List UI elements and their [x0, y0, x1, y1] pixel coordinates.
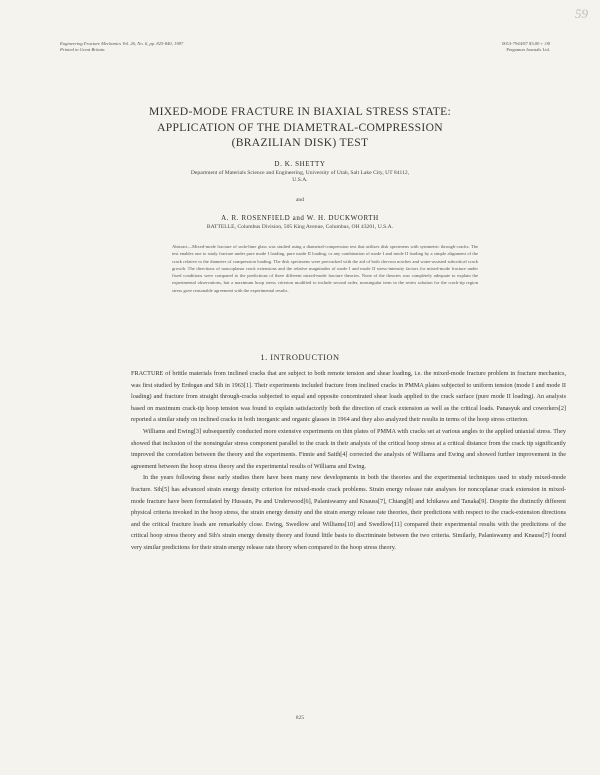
title-line-2: APPLICATION OF THE DIAMETRAL-COMPRESSION: [157, 120, 443, 134]
title-line-1: MIXED-MODE FRACTURE IN BIAXIAL STRESS STATE:: [148, 105, 451, 118]
section-heading: 1. INTRODUCTION: [260, 353, 340, 362]
journal-citation: Engineering Fracture Mechanics Vol. 26, No. 6, pp. 825-840, 1987: [60, 41, 184, 46]
affiliation-line-2: U.S.A.: [292, 177, 308, 184]
author-2-names: A. R. ROSENFIELD and W. H. DUCKWORTH: [221, 214, 379, 222]
publisher-header: [502, 41, 550, 53]
paper-title: [0, 104, 600, 151]
body-text: [131, 368, 566, 554]
abstract-label: Abstract: [172, 244, 188, 249]
author-1-name: D. K. SHETTY: [274, 160, 326, 168]
author-1-affiliation: [170, 170, 430, 184]
author-separator: and: [295, 197, 305, 203]
abstract-text: —Mixed-mode fracture of soda-lime glass was studied using a diametral-compression test that utilizes disk specimens with symmetric through-cracks. The test enables one to study fracture under pure mode I loading, pure mode II loading, or any combination of mode I and mode II loading by a simple alignment of the crack relative to the diameter of compression loading. The disk specimens were precracked with the aid of both chevron notches and water-assisted subcritical crack growth. The directions of noncoplanar crack extensions and the relative magnitudes of mode I and mode II stress-intensity factors for mixed-mode fracture under fixed conditions were compared to the predictions of three different mixed-mode fracture theories. None of the theories was completely adequate to explain the experimental observations, but a maximum hoop stress criterion modified to include second order, nonsingular term in the series solution for the crack-tip region stress gave reasonable agreement with the experimental results.: [172, 244, 478, 293]
author-2-affiliation: BATTELLE, Columbus Division, 505 King Avenue, Columbus, OH 43201, U.S.A.: [206, 224, 394, 230]
page-number: 825: [295, 715, 305, 721]
affiliation-line-1: Department of Materials Science and Engineering, University of Utah, Salt Lake City, UT 84112,: [190, 170, 410, 176]
journal-header: [60, 41, 183, 53]
price-code: 0013-7944/87 $3.00 + .00: [502, 41, 550, 46]
paragraph-3: In the years following these early studies there have been many new developments in both the theories and the experimental techniques used to study mixed-mode fracture. Sih[5] has advanced strain energy density criterion for mixed-mode crack problems. Strain energy release rate analyses for noncoplanar crack extension in mixed-mode fracture have been formulated by Hussain, Pu and Underwood[6], Palaniswamy and Knauss[7], Chiang[8] and Ichikawa and Tanaka[9]. Despite the distinctly different physical criteria invoked in the hoop stress, the strain energy density and the strain energy release rate theories, their predictions with respect to the crack-extension directions and the critical fracture loads are remarkably close. Ewing, Swedlow and Williams[10] and Swedlow[11] compared their experimental results with the predictions of the critical hoop stress theory and Sih's strain energy density theory and found little basis to discriminate between the two criteria. Similarly, Palaniswamy and Knauss[7] found very similar predictions for their strain energy release rate theory when compared to the hoop stress theory.: [131, 474, 566, 551]
title-line-3: (BRAZILIAN DISK) TEST: [231, 136, 369, 149]
paragraph-1: FRACTURE of brittle materials from inclined cracks that are subject to both remote tension and shear loading, i.e. the mixed-mode fracture problem in fracture mechanics, was first studied by Erdogan and Sih in 1963[1]. Their experiments included fracture from inclined cracks in PMMA plates subjected to uniform tension (mode I and mode II loading) and fracture from straight through-cracks subjected to equal and opposite concentrated shear loads applied to the crack surface (pure mode II loading). An analysis based on maximum crack-tip hoop tension was found to explain satisfactorily both the direction of crack extension as well as the critical loads. Panasyuk and coworkers[2] reported a similar study on inclined cracks in both inorganic and organic glasses in 1964 and they also analyzed their results in terms of the hoop stress criterion.: [131, 370, 566, 424]
printed-in: Printed in Great Britain.: [60, 47, 106, 52]
abstract: [172, 243, 478, 294]
publisher-name: Pergamon Journals Ltd.: [506, 47, 550, 52]
paragraph-2: Williams and Ewing[3] subsequently conducted more extensive experiments on thin plates of PMMA with cracks set at various angles to the applied uniaxial stress. They showed that inclusion of the nonsingular stress component parallel to the crack in their analysis of the critical hoop stress at a critical distance from the crack tip significantly improved the correlation between the theory and the experiments. Finnie and Saith[4] corrected the analysis of Williams and Ewing and showed further improvement in the agreement between the hoop stress theory and the experimental results of Williams and Ewing.: [131, 427, 566, 470]
handwritten-page-mark: 59: [575, 6, 588, 21]
